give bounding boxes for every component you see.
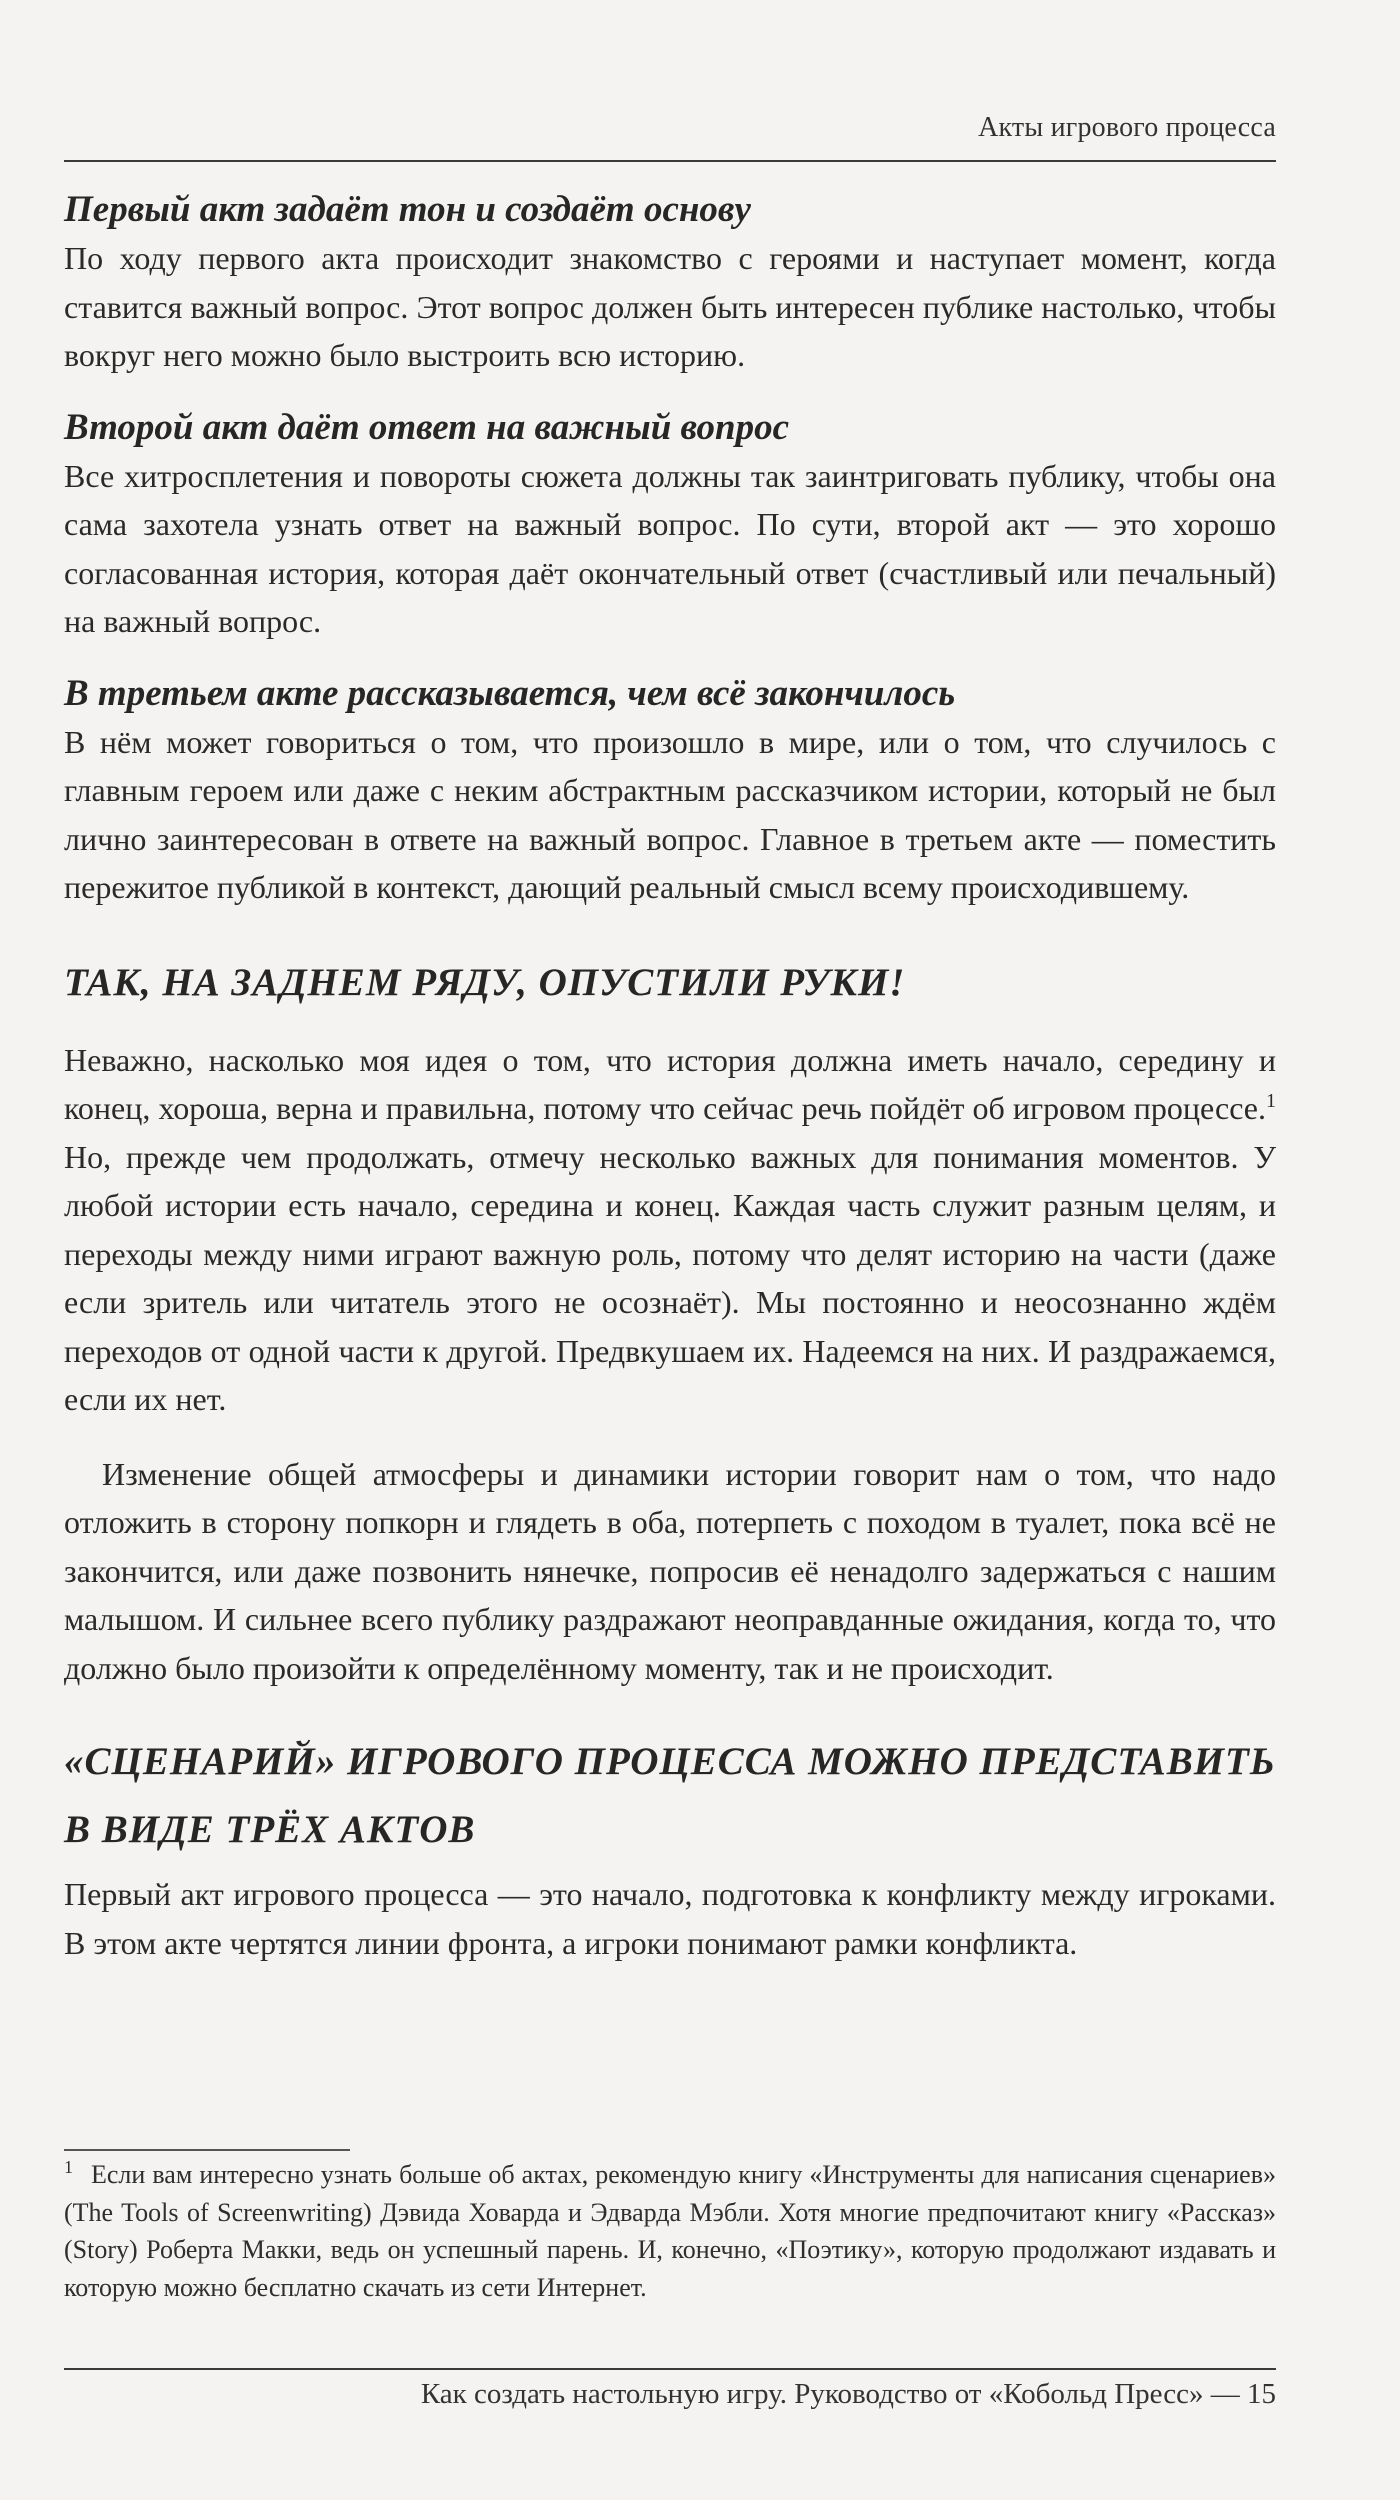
act-one-text: По ходу первого акта происходит знакомство с героями и наступает момент, когда ставится важный вопрос. Этот вопрос должен быть интересен публике настолько, чтобы вокруг него можно было выстроить всю историю. [64,240,1276,373]
page-folio: Как создать настольную игру. Руководство от «Кобольд Пресс» — 15 [420,2378,1276,2410]
act-two [64,404,1276,646]
act-two-text: Все хитросплетения и повороты сюжета должны так заинтриговать публику, чтобы она сама захотела узнать ответ на важный вопрос. По сути, второй акт — это хорошо согласованная история, которая даёт окончательный ответ (счастливый или печальный) на важный вопрос. [64,457,1276,639]
footnote [64,2156,1276,2306]
act-three-heading: В третьем акте рассказывается, чем всё закончилось [64,672,956,714]
act-three-text: В нём может говориться о том, что произошло в мире, или о том, что случилось с главным героем или даже с неким абстрактным рассказчиком истории, который не был лично заинтересован в ответе на важный вопрос. Главное в третьем акте — поместить пережитое публикой в контекст, дающий реальный смысл всему происходившему. [64,723,1276,905]
act-one-heading: Первый акт задаёт тон и создаёт основу [64,189,751,230]
act-two-heading: Второй акт даёт ответ на важный вопрос [64,406,790,448]
footnote-reference[interactable]: 1 [1266,1090,1276,1112]
paragraph-text-end: Но, прежде чем продолжать, отмечу несколько важных для понимания моментов. У любой истории есть начало, середина и конец. Каждая часть служит разным целям, и переходы между ними играют важную роль, потому что делят историю на части (даже если зритель или читатель этого не осознаёт). Мы постоянно и неосознанно ждём переходов от одной части к другой. Предвкушаем их. Надеемся на них. И раздражаемся, если их нет. [64,1138,1276,1417]
section-heading-back-row: ТАК, НА ЗАДНЕМ РЯДУ, ОПУСТИЛИ РУКИ! [64,960,906,1004]
header-rule [64,160,1276,162]
footer-rule [64,2368,1276,2370]
section-heading-scenario: «СЦЕНАРИЙ» ИГРОВОГО ПРОЦЕССА МОЖНО ПРЕДСТАВИТЬ В ВИДЕ ТРЁХ АКТОВ [64,1740,1276,1851]
running-head: Акты игрового процесса [978,112,1276,143]
page-body [64,186,1276,1967]
section-paragraph-2: Изменение общей атмосферы и динамики истории говорит нам о том, что надо отложить в сторону попкорн и глядеть в оба, потерпеть с походом в туалет, пока всё не закончится, или даже позвонить нянечке, попросив её ненадолго задержаться с нашим малышом. И сильнее всего публику раздражают неоправданные ожидания, когда то, что должно было произойти к определённому моменту, так и не происходит. [64,1455,1276,1686]
book-page [64,0,1276,2500]
paragraph-text-start: Неважно, насколько моя идея о том, что история должна иметь начало, середину и конец, хороша, верна и правильна, потому что сейчас речь пойдёт об игровом процессе. [64,1041,1276,1126]
section-paragraph-3: Первый акт игрового процесса — это начало, подготовка к конфликту между игроками. В этом акте чертятся линии фронта, а игроки понимают рамки конфликта. [64,1876,1276,1961]
footnote-rule [64,2149,350,2151]
footnote-mark: 1 [64,2157,73,2177]
section-paragraph [64,1036,1276,1424]
act-three [64,670,1276,912]
footnote-text: Если вам интересно узнать больше об актах, рекомендую книгу «Инструменты для написания сценариев» (The Tools of Screenwriting) Дэвида Ховарда и Эдварда Мэбли. Хотя многие предпочитают книгу «Рассказ» (Story) Роберта Макки, ведь он успешный парень. И, конечно, «Поэтику», которую продолжают издавать и которую можно бесплатно скачать из сети Интернет. [64,2160,1276,2302]
act-one [64,186,1276,380]
